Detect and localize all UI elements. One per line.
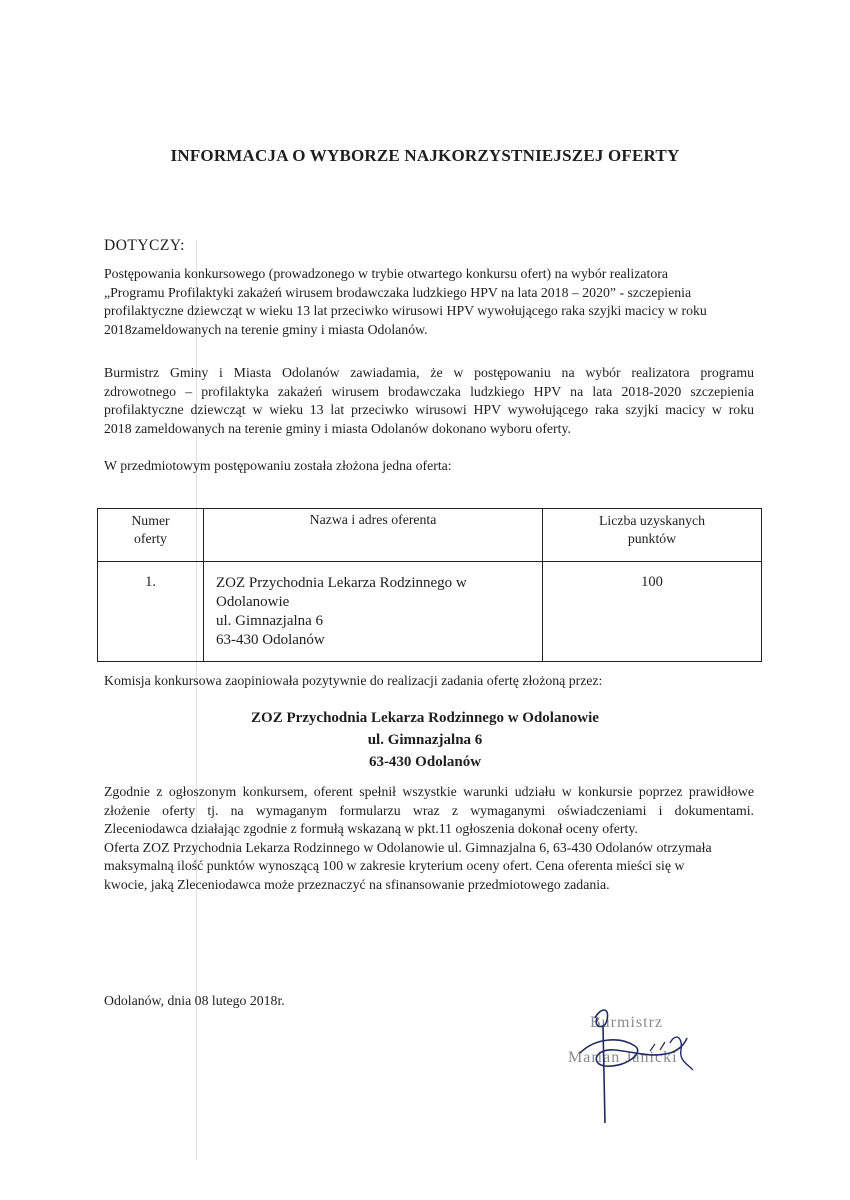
text-line: Zleceniodawca działając zgodnie z formułą wskazaną w pkt.11 ogłoszenia dokonał oceny oferty.	[104, 821, 638, 836]
text-line: profilaktyczne dziewcząt w wieku 13 lat przeciwko wirusowi HPV wywołującego raka szyjki macicy w roku	[104, 303, 707, 318]
text-line: Burmistrz Gminy i Miasta Odolanów zawiadamia, że w postępowaniu na wybór realizatora programu	[104, 365, 754, 380]
header-offer-number: Numer oferty	[98, 509, 204, 562]
table-row	[98, 562, 762, 662]
offer-number: 1.	[98, 562, 204, 662]
text-line: złożenie oferty tj. na wymaganym formularzu wraz z wymaganymi oświadczeniami i dokumentami.	[104, 802, 754, 818]
text-line: profilaktyczne dziewcząt w wieku 13 lat przeciwko wirusowi HPV wywołującego raka szyjki macicy w roku	[104, 402, 754, 417]
stamp-name: Marian Janicki	[568, 1049, 678, 1066]
commission-statement: Komisja konkursowa zaopiniowała pozytywnie do realizacji zadania ofertę złożoną przez:	[104, 673, 603, 688]
subject-heading: DOTYCZY:	[104, 237, 185, 254]
text-line: 2018 zameldowanych na terenie gminy i miasta Odolanów dokonano wyboru oferty.	[104, 420, 571, 436]
stamp-title: Burmistrz	[590, 1014, 663, 1031]
text-line: Postępowania konkursowego (prowadzonego w trybie otwartego konkursu ofert) na wybór realizatora	[104, 266, 668, 281]
offer-points: 100	[543, 562, 762, 662]
header-points: Liczba uzyskanych punktów	[543, 509, 762, 562]
offers-intro: W przedmiotowym postępowaniu została złożona jedna oferta:	[104, 458, 452, 473]
subject-paragraph	[104, 265, 754, 339]
offeror-name-address: ZOZ Przychodnia Lekarza Rodzinnego w Odolanowie ul. Gimnazjalna 6 63-430 Odolanów	[204, 562, 543, 662]
table-header-row	[98, 509, 762, 562]
text-line: Zgodnie z ogłoszonym konkursem, oferent spełnił wszystkie warunki udziału w konkursie poprzez prawidłowe	[104, 784, 754, 799]
header-offeror-name: Nazwa i adres oferenta	[204, 509, 543, 562]
announcement-paragraph	[104, 364, 754, 438]
text-line: „Programu Profilaktyki zakażeń wirusem brodawczaka ludzkiego HPV na lata 2018 – 2020” - szczepienia	[104, 284, 692, 300]
winning-offeror: ZOZ Przychodnia Lekarza Rodzinnego w Odolanowie ul. Gimnazjalna 6 63-430 Odolanów	[251, 710, 599, 770]
place-and-date: Odolanów, dnia 08 lutego 2018r.	[104, 993, 285, 1008]
text-line: maksymalną ilość punktów wynoszącą 100 w zakresie kryterium oceny ofert. Cena oferenta mieści się w	[104, 858, 685, 873]
handwritten-signature	[575, 998, 705, 1128]
text-line: 2018zameldowanych na terenie gminy i miasta Odolanów.	[104, 321, 428, 337]
text-line: zdrowotnego – profilaktyka zakażeń wirusem brodawczaka ludzkiego HPV na lata 2018-2020 szczepienia	[104, 383, 754, 399]
justification-paragraph	[104, 783, 754, 894]
text-line: Oferta ZOZ Przychodnia Lekarza Rodzinnego w Odolanowie ul. Gimnazjalna 6, 63-430 Odolanów otrzymała	[104, 839, 712, 855]
document-title: INFORMACJA O WYBORZE NAJKORZYSTNIEJSZEJ OFERTY	[170, 146, 680, 165]
text-line: kwocie, jaką Zleceniodawca może przeznaczyć na sfinansowanie przedmiotowego zadania.	[104, 876, 610, 892]
offers-table	[97, 508, 762, 662]
